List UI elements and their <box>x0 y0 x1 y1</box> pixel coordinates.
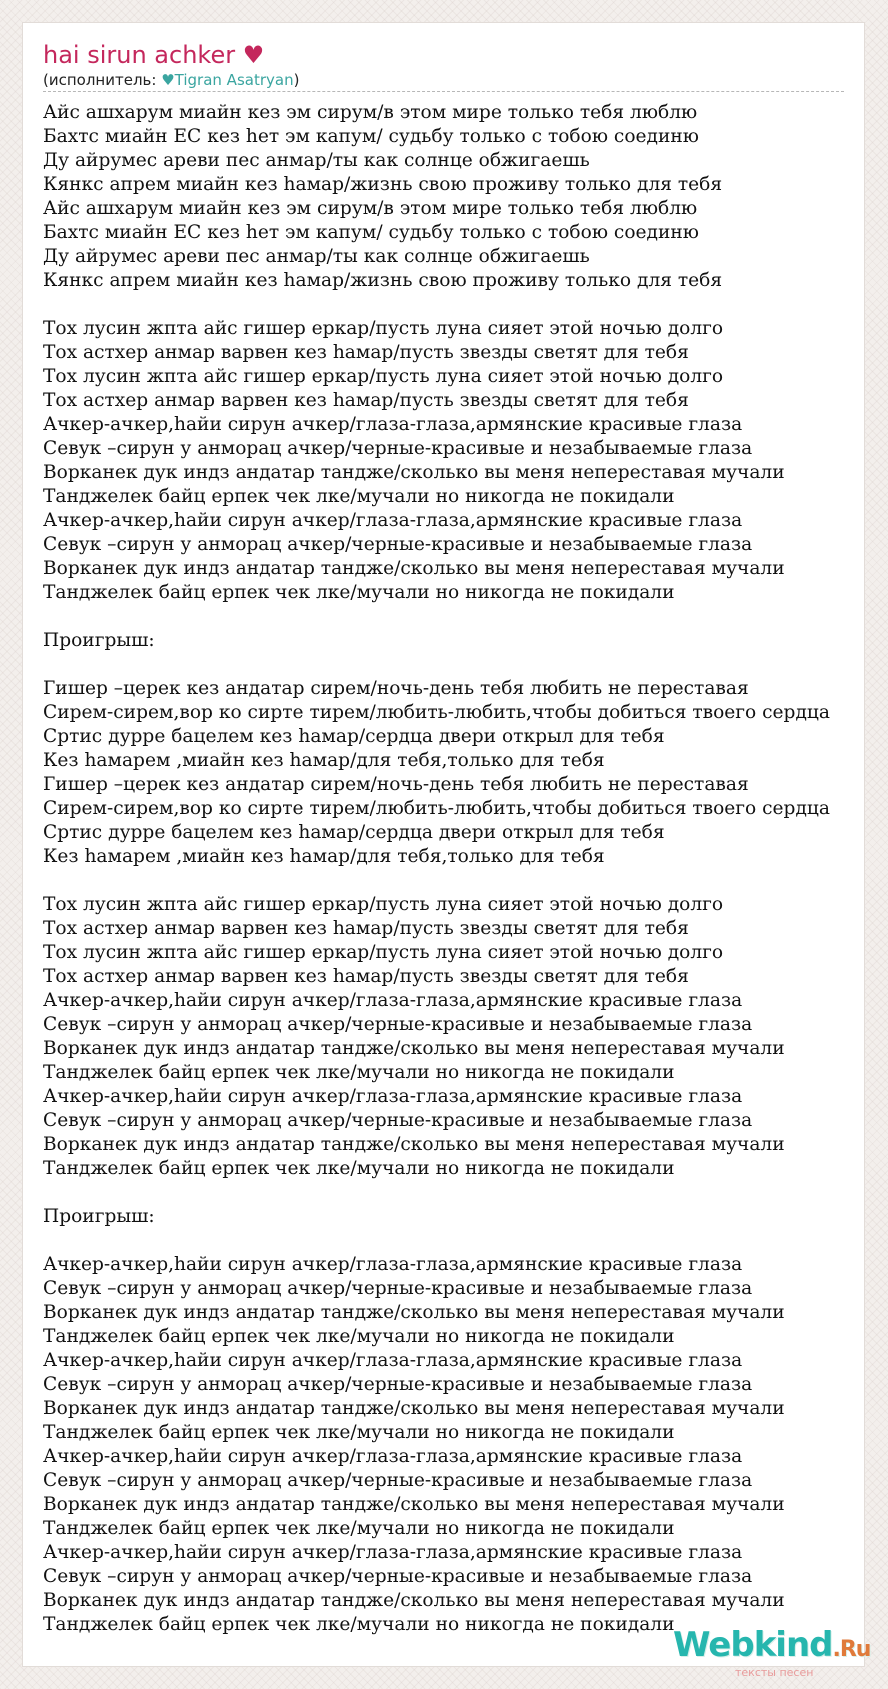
lyric-line: Танджелек байц ерпек чек лке/мучали но никогда не покидали <box>43 1062 675 1083</box>
lyric-line: Ворканек дук индз андатар тандже/сколько вы меня непереставая мучали <box>43 1494 785 1515</box>
lyric-line: Ачкер-ачкер,hайи сирун ачкер/глаза-глаза,армянские красивые глаза <box>43 990 743 1011</box>
lyric-line: Севук –сирун у анморац ачкер/черные-красивые и незабываемые глаза <box>43 1470 753 1491</box>
artist-link[interactable] <box>161 71 293 89</box>
lyrics-card <box>22 22 871 1679</box>
title-divider <box>43 91 844 92</box>
lyric-line: Севук –сирун у анморац ачкер/черные-красивые и незабываемые глаза <box>43 1278 753 1299</box>
lyric-line: Танджелек байц ерпек чек лке/мучали но никогда не покидали <box>43 1422 675 1443</box>
lyric-line: Кез hамарем ,миайн кез hамар/для тебя,только для тебя <box>43 750 605 771</box>
blank-line <box>43 653 830 677</box>
lyric-line: Ду айрумес ареви пес анмар/ты как солнце обжигаешь <box>43 150 590 171</box>
lyric-line: Тох астхер анмар варвен кез hамар/пусть звезды светят для тебя <box>43 390 689 411</box>
lyric-line: Тох астхер анмар варвен кез hамар/пусть звезды светят для тебя <box>43 342 689 363</box>
lyric-line: Танджелек байц ерпек чек лке/мучали но никогда не покидали <box>43 582 675 603</box>
lyric-line: Ворканек дук индз андатар тандже/сколько вы меня непереставая мучали <box>43 1134 785 1155</box>
lyric-line: Танджелек байц ерпек чек лке/мучали но никогда не покидали <box>43 1518 675 1539</box>
lyric-line: Ворканек дук индз андатар тандже/сколько вы меня непереставая мучали <box>43 1302 785 1323</box>
blank-line <box>43 605 830 629</box>
lyric-line: Кянкс апрем миайн кез hамар/жизнь свою проживу только для тебя <box>43 270 723 291</box>
lyrics-body <box>43 101 830 1637</box>
lyric-line: Айс ашхарум миайн кез эм сирум/в этом мире только тебя люблю <box>43 102 698 123</box>
lyric-line: Севук –сирун у анморац ачкер/черные-красивые и незабываемые глаза <box>43 1110 753 1131</box>
lyric-line: Тох лусин жпта айс гишер еркар/пусть луна сияет этой ночью долго <box>43 366 724 387</box>
lyric-line: Ворканек дук индз андатар тандже/сколько вы меня непереставая мучали <box>43 462 785 483</box>
lyric-line: Айс ашхарум миайн кез эм сирум/в этом мире только тебя люблю <box>43 198 698 219</box>
lyric-line: Тох астхер анмар варвен кез hамар/пусть звезды светят для тебя <box>43 918 689 939</box>
artist-name: Tigran Asatryan <box>174 71 294 89</box>
lyric-line: Бахтс миайн ЕС кез hет эм капум/ судьбу только с тобою соединю <box>43 222 699 243</box>
lyric-line: Гишер –церек кез андатар сирем/ночь-день тебя любить не переставая <box>43 774 749 795</box>
blank-line <box>43 1181 830 1205</box>
lyric-line: Сирем-сирем,вор ко сирте тирем/любить-любить,чтобы добиться твоего сердца <box>43 798 830 819</box>
lyric-line: Кез hамарем ,миайн кез hамар/для тебя,только для тебя <box>43 846 605 867</box>
lyric-line: Севук –сирун у анморац ачкер/черные-красивые и незабываемые глаза <box>43 438 753 459</box>
blank-line <box>43 869 830 893</box>
song-title: hai sirun achker ♥ <box>43 41 265 69</box>
lyric-line: Тох лусин жпта айс гишер еркар/пусть луна сияет этой ночью долго <box>43 894 724 915</box>
lyric-line: Тох лусин жпта айс гишер еркар/пусть луна сияет этой ночью долго <box>43 942 724 963</box>
lyric-line: Ворканек дук индз андатар тандже/сколько вы меня непереставая мучали <box>43 558 785 579</box>
lyric-line: Проигрыш: <box>43 630 155 651</box>
lyric-line: Севук –сирун у анморац ачкер/черные-красивые и незабываемые глаза <box>43 534 753 555</box>
heart-icon: ♥ <box>161 71 175 89</box>
lyric-line: Проигрыш: <box>43 1206 155 1227</box>
lyric-line: Тох астхер анмар варвен кез hамар/пусть звезды светят для тебя <box>43 966 689 987</box>
lyric-line: Севук –сирун у анморац ачкер/черные-красивые и незабываемые глаза <box>43 1566 753 1587</box>
lyric-line: Ачкер-ачкер,hайи сирун ачкер/глаза-глаза,армянские красивые глаза <box>43 414 743 435</box>
logo-name: Webkind.Ru <box>673 1625 871 1665</box>
lyric-line: Сирем-сирем,вор ко сирте тирем/любить-любить,чтобы добиться твоего сердца <box>43 702 830 723</box>
lyric-line: Бахтс миайн ЕС кез hет эм капум/ судьбу только с тобою соединю <box>43 126 699 147</box>
blank-line <box>43 293 830 317</box>
lyric-line: Сртис дурре бацелем кез hамар/сердца двери открыл для тебя <box>43 822 665 843</box>
artist-prefix: (исполнитель: <box>43 71 162 89</box>
lyric-line: Ачкер-ачкер,hайи сирун ачкер/глаза-глаза,армянские красивые глаза <box>43 510 743 531</box>
lyric-line: Севук –сирун у анморац ачкер/черные-красивые и незабываемые глаза <box>43 1014 753 1035</box>
artist-suffix: ) <box>293 71 300 89</box>
lyric-line: Ачкер-ачкер,hайи сирун ачкер/глаза-глаза,армянские красивые глаза <box>43 1254 743 1275</box>
lyric-line: Танджелек байц ерпек чек лке/мучали но никогда не покидали <box>43 1158 675 1179</box>
lyric-line: Кянкс апрем миайн кез hамар/жизнь свою проживу только для тебя <box>43 174 723 195</box>
lyric-line: Сртис дурре бацелем кез hамар/сердца двери открыл для тебя <box>43 726 665 747</box>
webkind-logo[interactable] <box>673 1625 873 1688</box>
lyric-line: Ворканек дук индз андатар тандже/сколько вы меня непереставая мучали <box>43 1398 785 1419</box>
lyric-line: Танджелек байц ерпек чек лке/мучали но никогда не покидали <box>43 486 675 507</box>
lyric-line: Севук –сирун у анморац ачкер/черные-красивые и незабываемые глаза <box>43 1374 753 1395</box>
artist-line <box>43 71 299 91</box>
lyric-line: Гишер –церек кез андатар сирем/ночь-день тебя любить не переставая <box>43 678 749 699</box>
logo-tld: .Ru <box>832 1637 871 1662</box>
blank-line <box>43 1229 830 1253</box>
lyric-line: Ду айрумес ареви пес анмар/ты как солнце обжигаешь <box>43 246 590 267</box>
lyric-line: Ворканек дук индз андатар тандже/сколько вы меня непереставая мучали <box>43 1590 785 1611</box>
lyric-line: Ачкер-ачкер,hайи сирун ачкер/глаза-глаза,армянские красивые глаза <box>43 1350 743 1371</box>
lyric-line: Танджелек байц ерпек чек лке/мучали но никогда не покидали <box>43 1614 675 1635</box>
lyric-line: Ворканек дук индз андатар тандже/сколько вы меня непереставая мучали <box>43 1038 785 1059</box>
lyric-line: Ачкер-ачкер,hайи сирун ачкер/глаза-глаза,армянские красивые глаза <box>43 1086 743 1107</box>
lyric-line: Ачкер-ачкер,hайи сирун ачкер/глаза-глаза,армянские красивые глаза <box>43 1446 743 1467</box>
logo-tagline: тексты песен <box>735 1666 814 1679</box>
lyric-line: Ачкер-ачкер,hайи сирун ачкер/глаза-глаза,армянские красивые глаза <box>43 1542 743 1563</box>
lyric-line: Танджелек байц ерпек чек лке/мучали но никогда не покидали <box>43 1326 675 1347</box>
lyric-line: Тох лусин жпта айс гишер еркар/пусть луна сияет этой ночью долго <box>43 318 724 339</box>
